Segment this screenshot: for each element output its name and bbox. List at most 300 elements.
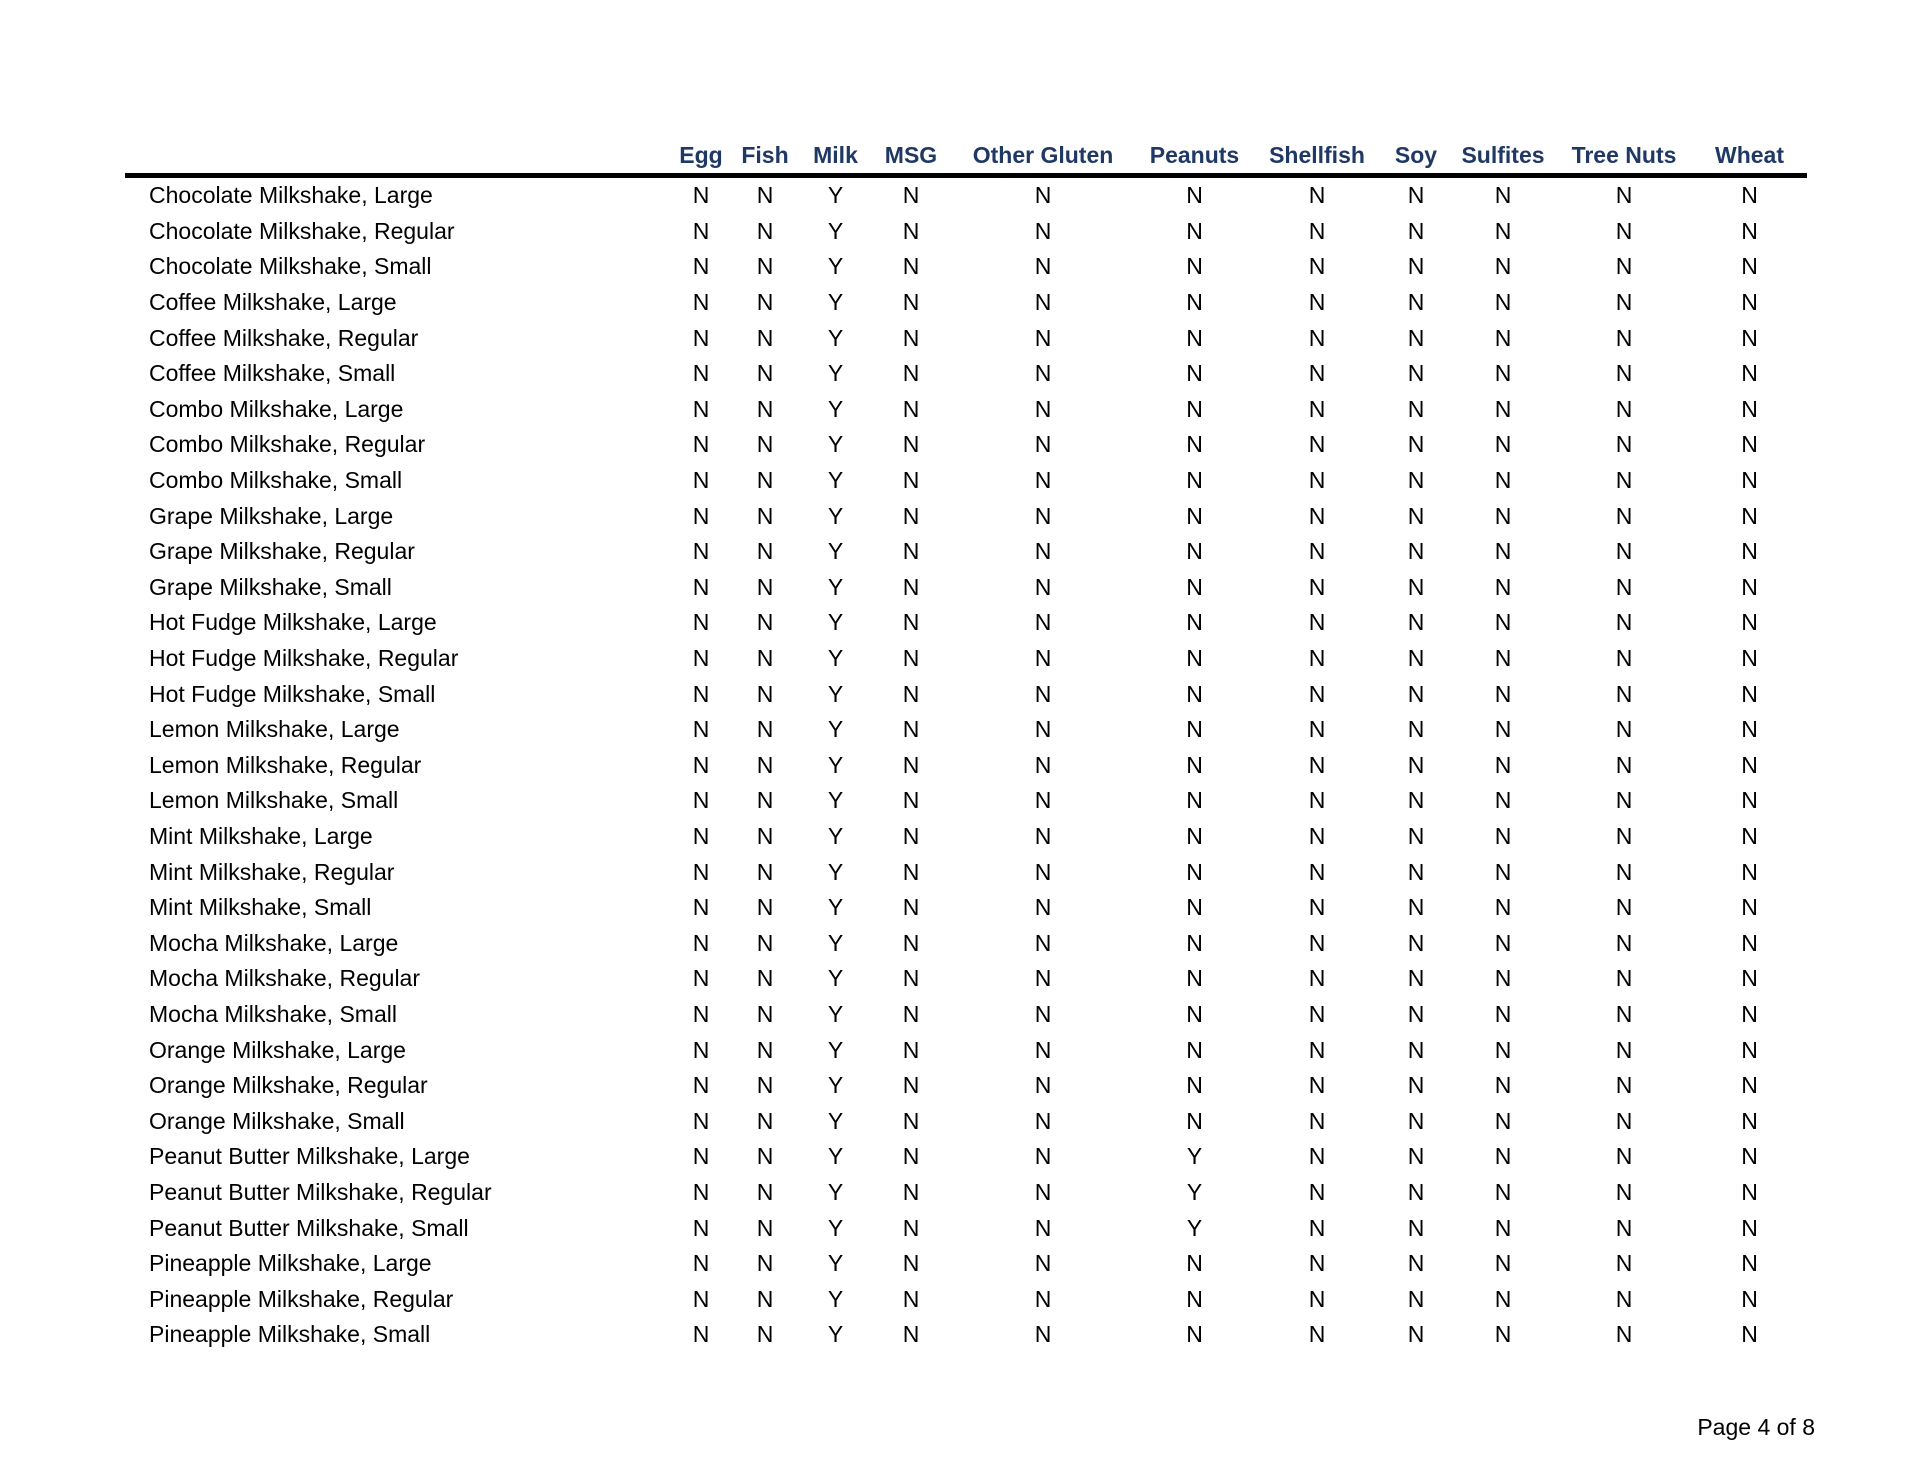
allergen-value-cell: N [1494,1285,1512,1312]
allergen-value-cell: N [1308,1321,1326,1348]
allergen-value-cell: N [692,858,710,885]
allergen-value-cell: Y [827,1036,844,1063]
allergen-value-cell: N [692,360,710,387]
allergen-value-cell: N [1034,787,1052,814]
allergen-value-cell: N [1407,1107,1425,1134]
allergen-value-cell: N [692,253,710,280]
allergen-value-cell: N [1615,467,1633,494]
allergen-value-cell: N [1308,929,1326,956]
allergen-value-cell: N [1034,1000,1052,1027]
allergen-value-cell: N [692,1107,710,1134]
allergen-value-cell: N [1615,1107,1633,1134]
allergen-value-cell: N [902,858,920,885]
allergen-value-cell: N [1615,822,1633,849]
allergen-value-cell: N [1615,787,1633,814]
allergen-value-cell: N [1615,1250,1633,1277]
allergen-value-cell: Y [827,858,844,885]
allergen-value-cell: N [1407,502,1425,529]
allergen-value-cell: N [692,1072,710,1099]
allergen-value-cell: N [1615,360,1633,387]
allergen-value-cell: N [1034,1214,1052,1241]
allergen-value-cell: N [1308,573,1326,600]
allergen-value-cell: N [1034,609,1052,636]
allergen-value-cell: N [1034,645,1052,672]
column-header-wheat: Wheat [1692,133,1807,176]
allergen-value-cell: N [1186,965,1203,992]
allergen-value-cell: N [1308,217,1326,244]
allergen-value-cell: N [692,289,710,316]
allergen-value-cell: Y [827,324,844,351]
allergen-value-cell: N [1741,609,1758,636]
table-row [125,285,1807,321]
allergen-value-cell: Y [1186,1143,1203,1170]
allergen-value-cell: N [1494,182,1512,209]
allergen-value-cell: Y [827,431,844,458]
allergen-value-cell: N [902,822,920,849]
allergen-value-cell: N [1308,822,1326,849]
allergen-value-cell: N [1741,1036,1758,1063]
allergen-value-cell: N [1186,1285,1203,1312]
allergen-value-cell: N [692,1250,710,1277]
allergen-value-cell: N [1186,716,1203,743]
allergen-value-cell: N [692,538,710,565]
allergen-value-cell: N [1615,502,1633,529]
allergen-value-cell: N [1186,1250,1203,1277]
allergen-value-cell: N [692,787,710,814]
allergen-value-cell: N [1494,538,1512,565]
allergen-value-cell: N [756,1036,774,1063]
allergen-value-cell: N [1308,360,1326,387]
allergen-value-cell: N [1741,1214,1758,1241]
column-header-fish: Fish [732,133,798,176]
allergen-value-cell: N [1741,1072,1758,1099]
allergen-value-cell: N [902,965,920,992]
allergen-value-cell: Y [827,1107,844,1134]
allergen-value-cell: N [756,360,774,387]
allergen-value-cell: N [902,217,920,244]
allergen-value-cell: Y [827,538,844,565]
table-row [125,1032,1807,1068]
allergen-value-cell: N [1494,1214,1512,1241]
allergen-value-cell: Y [827,716,844,743]
allergen-value-cell: Y [827,395,844,422]
item-name-cell: Chocolate Milkshake, Small [149,253,432,280]
allergen-value-cell: N [1615,645,1633,672]
allergen-value-cell: Y [827,1000,844,1027]
allergen-value-cell: N [1308,467,1326,494]
allergen-value-cell: N [1615,1214,1633,1241]
allergen-value-cell: N [756,1250,774,1277]
item-name-cell: Lemon Milkshake, Large [149,716,400,743]
item-name-cell: Orange Milkshake, Large [149,1036,406,1063]
item-name-cell: Hot Fudge Milkshake, Small [149,680,436,707]
allergen-value-cell: N [1615,538,1633,565]
allergen-value-cell: N [1407,1000,1425,1027]
allergen-value-cell: N [1308,1178,1326,1205]
allergen-value-cell: N [1308,1143,1326,1170]
allergen-value-cell: N [1494,1250,1512,1277]
column-header-other-gluten: Other Gluten [949,133,1137,176]
allergen-value-cell: N [756,289,774,316]
allergen-value-cell: N [902,253,920,280]
allergen-value-cell: N [1186,822,1203,849]
allergen-value-cell: N [1308,1214,1326,1241]
allergen-value-cell: N [1308,1285,1326,1312]
allergen-value-cell: N [902,680,920,707]
allergen-value-cell: N [902,1072,920,1099]
allergen-value-cell: N [756,253,774,280]
allergen-value-cell: N [1308,965,1326,992]
allergen-value-cell: N [692,467,710,494]
allergen-value-cell: Y [827,645,844,672]
allergen-value-cell: N [1034,965,1052,992]
allergen-value-cell: Y [827,680,844,707]
table-row [125,997,1807,1033]
allergen-value-cell: N [756,965,774,992]
allergen-value-cell: N [1407,538,1425,565]
allergen-value-cell: N [692,324,710,351]
allergen-value-cell: Y [827,1214,844,1241]
allergen-value-cell: N [1407,1250,1425,1277]
table-row [125,1210,1807,1246]
table-row [125,570,1807,606]
allergen-value-cell: N [1407,680,1425,707]
table-row [125,463,1807,499]
item-name-cell: Peanut Butter Milkshake, Large [149,1143,470,1170]
allergen-value-cell: N [1308,1250,1326,1277]
allergen-value-cell: N [1494,716,1512,743]
page-number: Page 4 of 8 [1697,1414,1815,1440]
allergen-value-cell: N [902,1285,920,1312]
allergen-value-cell: Y [827,787,844,814]
item-name-cell: Chocolate Milkshake, Regular [149,217,455,244]
item-name-cell: Peanut Butter Milkshake, Regular [149,1178,492,1205]
allergen-value-cell: N [1308,1036,1326,1063]
allergen-value-cell: N [756,431,774,458]
allergen-value-cell: N [1034,1036,1052,1063]
allergen-value-cell: N [756,929,774,956]
allergen-value-cell: N [756,716,774,743]
table-row [125,356,1807,392]
allergen-value-cell: N [1494,217,1512,244]
allergen-value-cell: N [1615,929,1633,956]
allergen-value-cell: N [1034,858,1052,885]
allergen-value-cell: N [692,1321,710,1348]
table-body [125,176,1807,1353]
allergen-value-cell: N [756,538,774,565]
allergen-value-cell: N [1034,1178,1052,1205]
item-name-cell: Mocha Milkshake, Small [149,1000,397,1027]
table-row [125,925,1807,961]
allergen-value-cell: N [1494,1178,1512,1205]
allergen-value-cell: N [1494,1107,1512,1134]
allergen-value-cell: N [1615,716,1633,743]
item-name-cell: Mint Milkshake, Small [149,894,372,921]
allergen-value-cell: N [1741,431,1758,458]
allergen-value-cell: N [1308,645,1326,672]
allergen-value-cell: N [692,751,710,778]
allergen-value-cell: N [1308,751,1326,778]
allergen-value-cell: N [1741,573,1758,600]
allergen-value-cell: N [1494,787,1512,814]
allergen-value-cell: N [1741,645,1758,672]
allergen-value-cell: N [902,1107,920,1134]
allergen-value-cell: N [1615,289,1633,316]
allergen-value-cell: N [1034,822,1052,849]
allergen-value-cell: N [902,716,920,743]
allergen-value-cell: N [1494,502,1512,529]
allergen-value-cell: N [756,217,774,244]
allergen-value-cell: N [692,182,710,209]
allergen-value-cell: N [1494,1000,1512,1027]
allergen-value-cell: N [1494,467,1512,494]
allergen-value-cell: N [1615,858,1633,885]
item-name-cell: Combo Milkshake, Regular [149,431,426,458]
allergen-value-cell: N [1407,1036,1425,1063]
allergen-value-cell: N [902,573,920,600]
allergen-value-cell: N [902,787,920,814]
table-row [125,748,1807,784]
allergen-value-cell: N [1034,1107,1052,1134]
allergen-value-cell: N [1615,1072,1633,1099]
allergen-value-cell: N [1034,1321,1052,1348]
allergen-value-cell: N [1741,1250,1758,1277]
allergen-value-cell: N [1308,609,1326,636]
column-header-soy: Soy [1382,133,1450,176]
allergen-value-cell: N [1615,1178,1633,1205]
allergen-value-cell: N [1407,289,1425,316]
allergen-value-cell: N [1741,680,1758,707]
allergen-value-cell: Y [1186,1214,1203,1241]
allergen-value-cell: N [1407,467,1425,494]
allergen-value-cell: N [1308,1107,1326,1134]
header-row [125,133,1807,176]
allergen-value-cell: N [1034,360,1052,387]
allergen-value-cell: N [1741,217,1758,244]
allergen-value-cell: N [1407,1072,1425,1099]
allergen-value-cell: N [1615,1036,1633,1063]
column-header-peanuts: Peanuts [1137,133,1252,176]
allergen-value-cell: N [756,573,774,600]
allergen-value-cell: N [902,502,920,529]
allergen-value-cell: N [756,894,774,921]
allergen-value-cell: N [1186,609,1203,636]
table-row [125,176,1807,214]
allergen-value-cell: N [1308,395,1326,422]
allergen-value-cell: N [692,716,710,743]
allergen-value-cell: N [756,751,774,778]
allergen-value-cell: N [902,1000,920,1027]
item-name-cell: Mint Milkshake, Large [149,822,373,849]
allergen-value-cell: N [756,502,774,529]
table-row [125,1317,1807,1353]
allergen-value-cell: N [1308,787,1326,814]
allergen-value-cell: N [1741,253,1758,280]
item-name-cell: Grape Milkshake, Regular [149,538,415,565]
allergen-value-cell: N [1407,822,1425,849]
item-name-cell: Grape Milkshake, Large [149,502,394,529]
allergen-value-cell: N [1407,609,1425,636]
allergen-value-cell: N [1407,324,1425,351]
allergen-value-cell: Y [827,502,844,529]
allergen-value-cell: N [1186,395,1203,422]
allergen-value-cell: N [1741,182,1758,209]
allergen-value-cell: N [1034,182,1052,209]
allergen-value-cell: N [1494,680,1512,707]
allergen-value-cell: N [1615,1321,1633,1348]
allergen-value-cell: N [1615,253,1633,280]
column-header-egg: Egg [670,133,732,176]
allergen-value-cell: Y [827,467,844,494]
allergen-value-cell: N [1407,645,1425,672]
item-name-cell: Hot Fudge Milkshake, Large [149,609,437,636]
table-row [125,890,1807,926]
table-row [125,1281,1807,1317]
allergen-value-cell: N [1494,822,1512,849]
allergen-value-cell: Y [827,573,844,600]
item-name-cell: Peanut Butter Milkshake, Small [149,1214,469,1241]
allergen-value-cell: Y [827,182,844,209]
column-header-msg: MSG [873,133,949,176]
allergen-value-cell: N [692,1000,710,1027]
item-name-cell: Grape Milkshake, Small [149,573,392,600]
allergen-value-cell: N [1186,289,1203,316]
allergen-value-cell: N [1186,858,1203,885]
allergen-value-cell: N [1308,502,1326,529]
item-name-cell: Pineapple Milkshake, Regular [149,1285,454,1312]
allergen-value-cell: N [1407,253,1425,280]
table-row [125,320,1807,356]
allergen-value-cell: N [1034,395,1052,422]
allergen-value-cell: N [1407,858,1425,885]
allergen-value-cell: N [1494,1072,1512,1099]
allergen-value-cell: N [1407,360,1425,387]
allergen-value-cell: N [756,680,774,707]
allergen-value-cell: N [1741,467,1758,494]
allergen-value-cell: Y [827,609,844,636]
allergen-value-cell: N [1494,253,1512,280]
allergen-value-cell: N [1186,467,1203,494]
allergen-value-cell: N [1615,324,1633,351]
allergen-value-cell: N [1407,573,1425,600]
allergen-value-cell: N [1034,217,1052,244]
allergen-value-cell: N [902,431,920,458]
allergen-value-cell: N [1186,502,1203,529]
allergen-value-cell: N [1407,965,1425,992]
table-row [125,498,1807,534]
allergen-value-cell: N [1034,538,1052,565]
allergen-value-cell: N [1741,894,1758,921]
allergen-value-cell: N [756,787,774,814]
allergen-value-cell: N [1186,1072,1203,1099]
allergen-value-cell: N [1407,894,1425,921]
item-name-cell: Pineapple Milkshake, Large [149,1250,432,1277]
allergen-value-cell: Y [827,217,844,244]
table-row [125,1175,1807,1211]
allergen-value-cell: N [1186,680,1203,707]
allergen-value-cell: N [1186,182,1203,209]
allergen-value-cell: N [692,1214,710,1241]
table-row [125,712,1807,748]
allergen-value-cell: N [1308,1000,1326,1027]
allergen-value-cell: Y [827,965,844,992]
item-name-cell: Mocha Milkshake, Regular [149,965,421,992]
allergen-value-cell: N [902,467,920,494]
allergen-value-cell: N [1741,929,1758,956]
allergen-value-cell: N [1308,680,1326,707]
allergen-value-cell: N [902,645,920,672]
allergen-value-cell: N [902,1321,920,1348]
allergen-value-cell: N [1407,395,1425,422]
allergen-value-cell: N [1615,894,1633,921]
allergen-value-cell: N [1186,1321,1203,1348]
allergen-value-cell: N [1615,680,1633,707]
allergen-value-cell: Y [827,1285,844,1312]
allergen-value-cell: N [1407,1214,1425,1241]
allergen-value-cell: Y [827,894,844,921]
table-row [125,392,1807,428]
allergen-value-cell: N [1034,324,1052,351]
allergen-value-cell: N [1034,289,1052,316]
table-row [125,214,1807,250]
allergen-value-cell: N [1407,1321,1425,1348]
allergen-value-cell: N [1034,929,1052,956]
item-name-cell: Chocolate Milkshake, Large [149,182,433,209]
allergen-value-cell: N [1407,751,1425,778]
allergen-value-cell: N [902,1250,920,1277]
table-row [125,854,1807,890]
allergen-value-cell: N [1186,1036,1203,1063]
allergen-value-cell: N [1034,680,1052,707]
allergen-value-cell: N [1741,822,1758,849]
allergen-value-cell: N [1615,609,1633,636]
column-header-milk: Milk [798,133,873,176]
allergen-value-cell: N [1034,1250,1052,1277]
allergen-value-cell: N [692,217,710,244]
table-row [125,1068,1807,1104]
allergen-value-cell: N [692,645,710,672]
allergen-value-cell: N [756,1143,774,1170]
allergen-value-cell: N [692,929,710,956]
allergen-value-cell: N [1034,1285,1052,1312]
allergen-value-cell: N [1494,395,1512,422]
allergen-value-cell: N [692,573,710,600]
allergen-value-cell: N [902,1178,920,1205]
allergen-table [125,133,1807,1353]
allergen-value-cell: N [902,289,920,316]
allergen-value-cell: N [1407,217,1425,244]
allergen-value-cell: N [1186,894,1203,921]
allergen-value-cell: N [902,1143,920,1170]
allergen-value-cell: N [1741,538,1758,565]
allergen-value-cell: N [1494,965,1512,992]
allergen-value-cell: N [1615,751,1633,778]
allergen-value-cell: Y [827,1321,844,1348]
allergen-value-cell: N [1615,182,1633,209]
table-row [125,819,1807,855]
table-row [125,1246,1807,1282]
allergen-value-cell: N [756,858,774,885]
table-row [125,534,1807,570]
allergen-value-cell: Y [827,1143,844,1170]
allergen-value-cell: N [1186,431,1203,458]
allergen-value-cell: N [1186,645,1203,672]
allergen-value-cell: N [1741,1000,1758,1027]
allergen-value-cell: N [1741,360,1758,387]
table-row [125,641,1807,677]
allergen-value-cell: N [1741,1285,1758,1312]
allergen-value-cell: N [1186,253,1203,280]
